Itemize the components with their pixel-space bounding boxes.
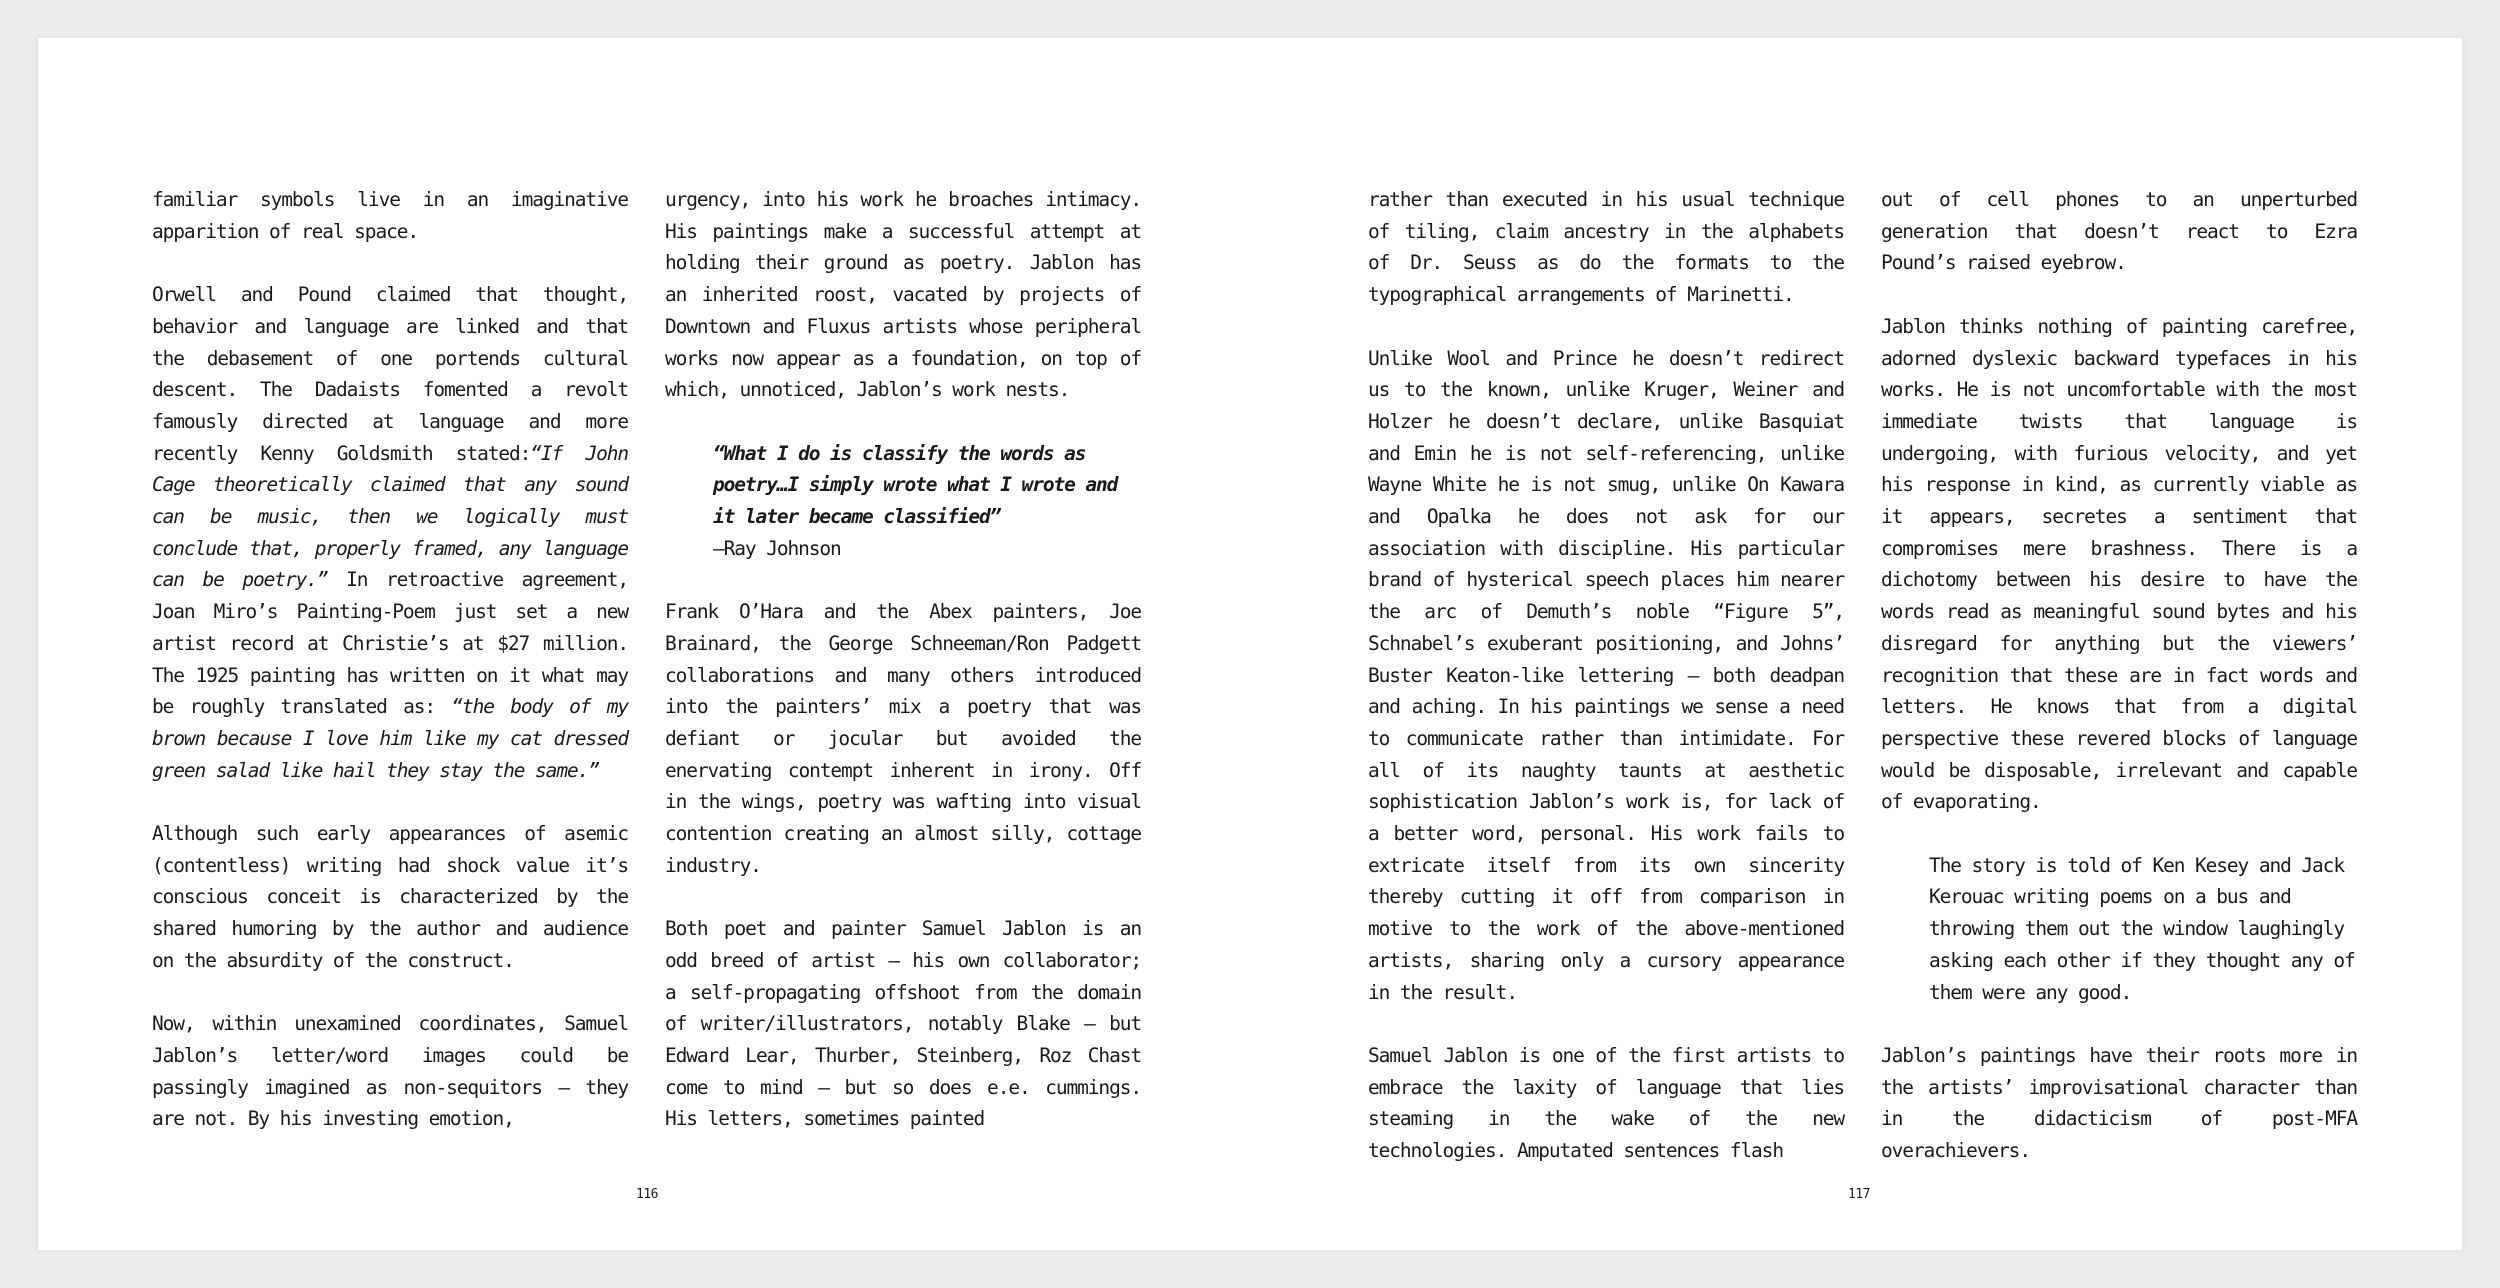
paragraph-text: In retroactive agreement, Joan Miro’s Painting-Poem just set a new artist record at Christie’s at $27 million. The 1925 painting has written on it what may be roughly translated as: [152, 568, 628, 719]
paragraph: rather than executed in his usual technique of tiling, claim ancestry in the alphabets of Dr. Seuss as do the formats to the typographical arrangements of Marinetti. [1368, 188, 1844, 307]
miro-translation: “the body of my brown because I love him like my cat dressed green salad like hail they stay the same.” [152, 695, 628, 782]
right-page-column-1 [1368, 184, 1844, 1167]
left-page-column-1 [152, 184, 628, 1135]
paragraph: Unlike Wool and Prince he doesn’t redirect us to the known, unlike Kruger, Weiner and Holzer he doesn’t declare, unlike Basquiat and Emin he is not self-referencing, unlike Wayne White he is not smug, unlike On Kawara and Opalka he does not ask for our association with discipline. His particular brand of hysterical speech places him nearer the arc of Demuth’s noble “Figure 5”, Schnabel’s exuberant positioning, and Johns’ Buster Keaton-like lettering – both deadpan and aching. In his paintings we sense a need to communicate rather than intimidate. For all of its naughty taunts at aesthetic sophistication Jablon’s work is, for lack of a better word, personal. His work fails to extricate itself from its own sincerity thereby cutting it off from comparison in motive to the work of the above-mentioned artists, sharing only a cursory appearance in the result. [1368, 346, 1844, 1004]
paragraph [152, 279, 628, 786]
paragraph: Jablon thinks nothing of painting carefree, adorned dyslexic backward typefaces in his works. He is not uncomfortable with the most immediate twists that language is undergoing, with furious velocity, and yet his response in kind, as currently viable as it appears, secretes a sentiment that compromises mere brashness. There is a dichotomy between his desire to have the words read as meaningful sound bytes and his disregard for anything but the viewers’ recognition that these are in fact words and letters. He knows that from a digital perspective these revered blocks of language would be disposable, irrelevant and capable of evaporating. [1881, 314, 2357, 814]
page-number-right: 117 [1848, 1187, 1870, 1202]
left-page-column-2 [665, 184, 1141, 1135]
paragraph: Samuel Jablon is one of the first artists to embrace the laxity of language that lies steaming in the wake of the new technologies. Amputated sentences flash [1368, 1043, 1844, 1163]
block-quote [713, 438, 1141, 565]
page-number-left: 116 [636, 1187, 658, 1202]
quote-attribution: –Ray Johnson [713, 536, 841, 560]
paragraph: Now, within unexamined coordinates, Samuel Jablon’s letter/word images could be passingly imagined as non-sequitors – they are not. By his investing emotion, [152, 1012, 628, 1131]
paragraph: out of cell phones to an unperturbed generation that doesn’t react to Ezra Pound’s raised eyebrow. [1881, 188, 2357, 275]
paragraph-text: Orwell and Pound claimed that thought, behavior and language are linked and that the debasement of one portends cultural descent. The Dadaists fomented a revolt famously directed at language and more recently Kenny Goldsmith stated: [152, 283, 628, 465]
quote-text: “What I do is classify the words as poetry…I simply wrote what I wrote and it later became classified” [713, 441, 1118, 529]
paragraph: Although such early appearances of asemic (contentless) writing had shock value it’s conscious conceit is characterized by the shared humoring by the author and audience on the absurdity of the construct. [152, 822, 628, 972]
book-spread [38, 38, 2462, 1250]
paragraph: Jablon’s paintings have their roots more in the artists’ improvisational character than in the didacticism of post-MFA overachievers. [1881, 1043, 2357, 1163]
paragraph: urgency, into his work he broaches intimacy. His paintings make a successful attempt at holding their ground as poetry. Jablon has an inherited roost, vacated by projects of Downtown and Fluxus artists whose peripheral works now appear as a foundation, on top of which, unnoticed, Jablon’s work nests. [665, 188, 1141, 402]
goldsmith-quote: “If John Cage theoretically claimed that any sound can be music, then we logically must conclude that, properly framed, any language can be poetry.” [152, 441, 628, 592]
paragraph: familiar symbols live in an imaginative apparition of real space. [152, 188, 628, 243]
paragraph: Both poet and painter Samuel Jablon is an odd breed of artist – his own collaborator; a self-propagating offshoot from the domain of writer/illustrators, notably Blake – but Edward Lear, Thurber, Steinberg, Roz Chast come to mind – but so does e.e. cummings. His letters, sometimes painted [665, 917, 1141, 1131]
paragraph: Frank O’Hara and the Abex painters, Joe Brainard, the George Schneeman/Ron Padgett collaborations and many others introduced into the painters’ mix a poetry that was defiant or jocular but avoided the enervating contempt inherent in irony. Off in the wings, poetry was wafting into visual contention creating an almost silly, cottage industry. [665, 600, 1141, 877]
indented-anecdote: The story is told of Ken Kesey and Jack Kerouac writing poems on a bus and throwing them out the window laughingly asking each other if they thought any of them were any good. [1929, 853, 2355, 1004]
right-page-column-2 [1881, 184, 2357, 1167]
